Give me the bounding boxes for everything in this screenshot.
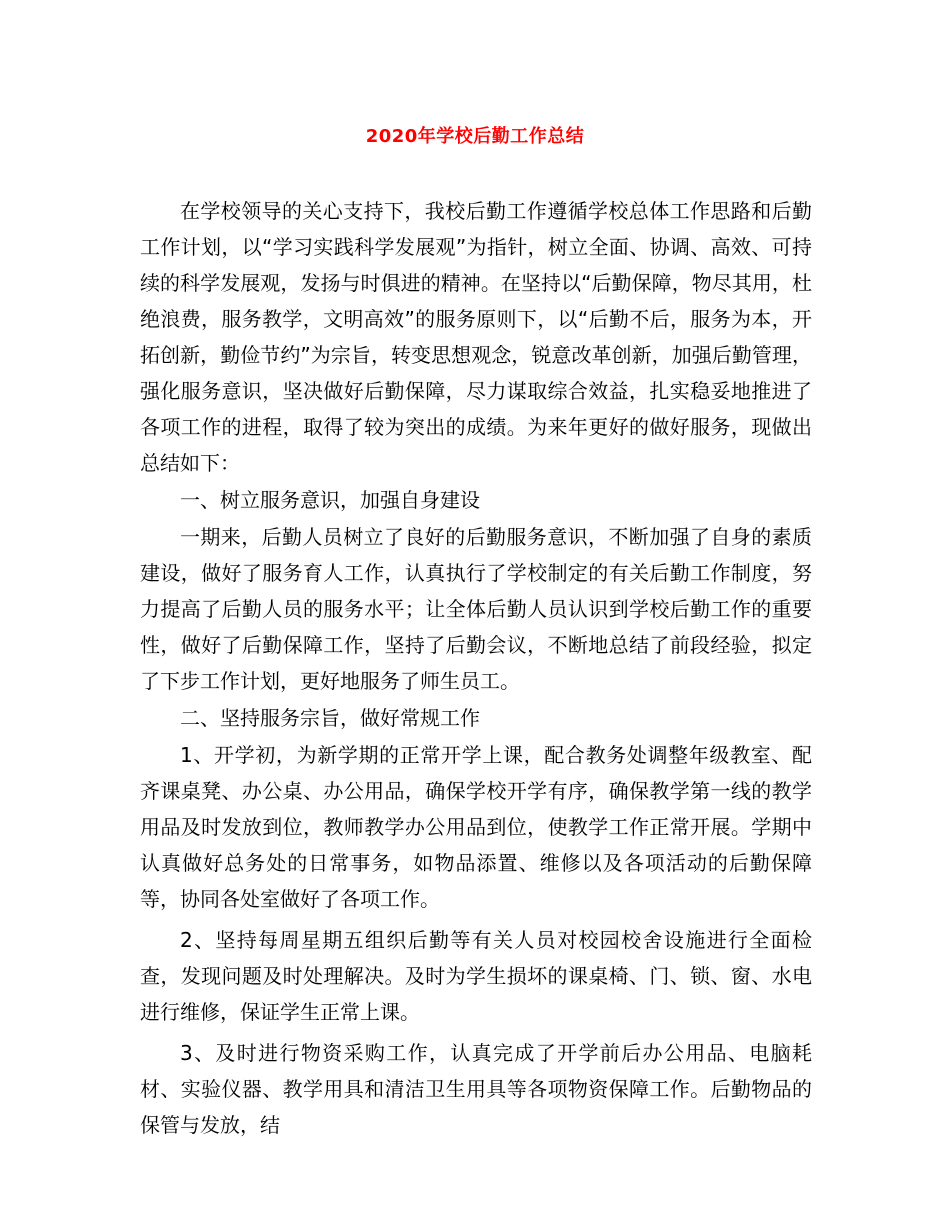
document-body: [140, 193, 812, 1144]
paragraph-item-2: 2、坚持每周星期五组织后勤等有关人员对校园校舍设施进行全面检查，发现问题及时处理解决。及时为学生损坏的课桌椅、门、锁、窗、水电进行维修，保证学生正常上课。: [140, 928, 812, 1024]
paragraph-section-1: 一期来，后勤人员树立了良好的后勤服务意识，不断加强了自身的素质建设，做好了服务育人工作，认真执行了学校制定的有关后勤工作制度，努力提高了后勤人员的服务水平；让全体后勤人员认识到学校后勤工作的重要性，做好了后勤保障工作，坚持了后勤会议，不断地总结了前段经验，拟定了下步工作计划，更好地服务了师生员工。: [140, 525, 812, 693]
section-heading-1: 一、树立服务意识，加强自身建设: [180, 488, 480, 512]
paragraph-item-3: 3、及时进行物资采购工作，认真完成了开学前后办公用品、电脑耗材、实验仪器、教学用具和清洁卫生用具等各项物资保障工作。后勤物品的保管与发放，结: [140, 1041, 812, 1137]
section-heading-2: 二、坚持服务宗旨，做好常规工作: [180, 706, 480, 730]
document-title: 2020年学校后勤工作总结: [365, 126, 585, 147]
paragraph-item-1: 1、开学初，为新学期的正常开学上课，配合教务处调整年级教室、配齐课桌凳、办公桌、办公用品，确保学校开学有序，确保教学第一线的教学用品及时发放到位，教师教学办公用品到位，使教学工作正常开展。学期中认真做好总务处的日常事务，如物品添置、维修以及各项活动的后勤保障等，协同各处室做好了各项工作。: [140, 743, 812, 911]
paragraph-intro: 在学校领导的关心支持下，我校后勤工作遵循学校总体工作思路和后勤工作计划，以“学习实践科学发展观”为指针，树立全面、协调、高效、可持续的科学发展观，发扬与时俱进的精神。在坚持以“后勤保障，物尽其用，杜绝浪费，服务教学，文明高效”的服务原则下，以“后勤不后，服务为本，开拓创新，勤俭节约”为宗旨，转变思想观念，锐意改革创新，加强后勤管理，强化服务意识，坚决做好后勤保障，尽力谋取综合效益，扎实稳妥地推进了各项工作的进程，取得了较为突出的成绩。为来年更好的做好服务，现做出总结如下：: [140, 199, 812, 475]
